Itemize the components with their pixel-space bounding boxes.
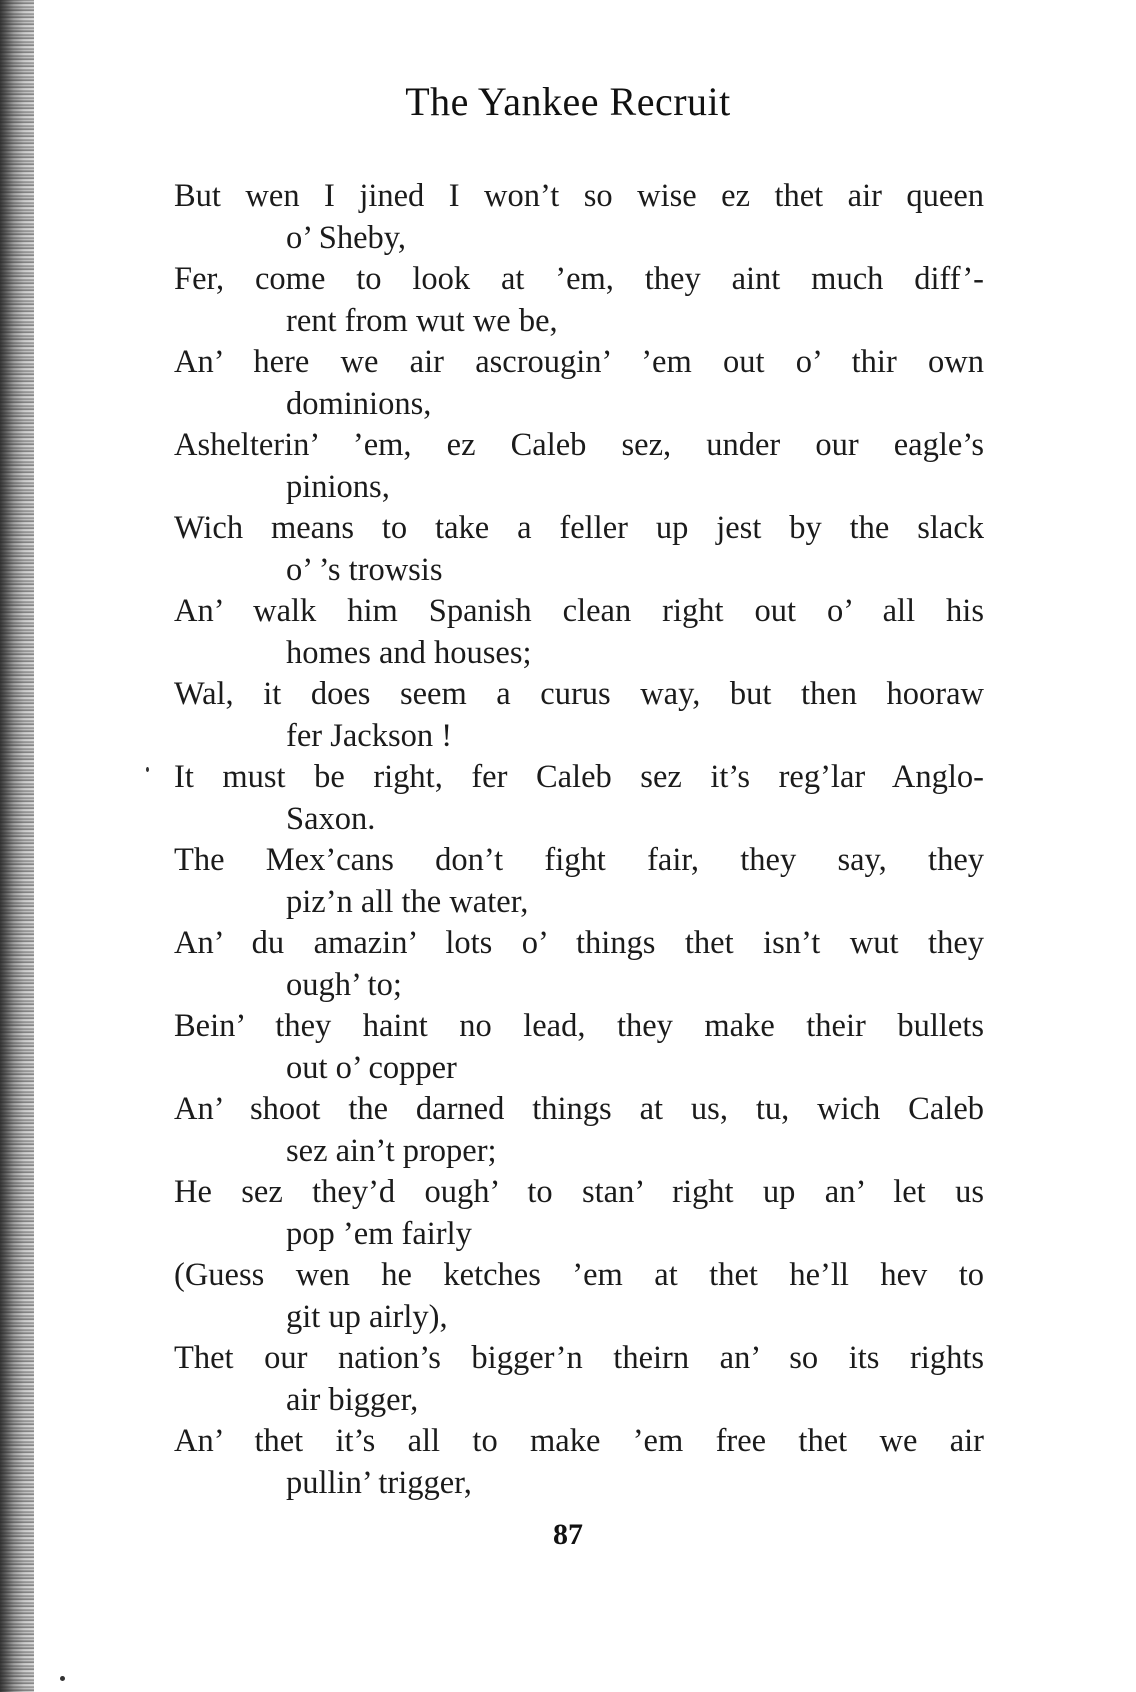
poem-line-continuation: piz’n all the water, [286,883,529,920]
poem-line-continuation: dominions, [286,385,432,422]
page-title: The Yankee Recruit [405,79,731,124]
poem-line-continuation: air bigger, [286,1381,419,1418]
poem-line: Thet our nation’s bigger’n theirn an’ so its rights [174,1340,984,1376]
poem-line: An’ walk him Spanish clean right out o’ all his [174,593,984,629]
poem-line-continuation: pullin’ trigger, [286,1464,472,1501]
poem-line-continuation: Saxon. [286,800,376,837]
poem-line-continuation: out o’ copper [286,1049,457,1086]
print-speck [60,1676,65,1681]
poem-line: He sez they’d ough’ to stan’ right up an’ let us [174,1174,984,1210]
poem-line-continuation: git up airly), [286,1298,448,1335]
poem-line: (Guess wen he ketches ’em at thet he’ll hev to [174,1257,984,1293]
poem-line-continuation: pop ’em fairly [286,1215,472,1252]
poem-line: An’ shoot the darned things at us, tu, wich Caleb [174,1091,984,1127]
poem-line: An’ thet it’s all to make ’em free thet we air [174,1423,984,1459]
poem-line: It must be right, fer Caleb sez it’s reg’lar Anglo- [174,759,984,795]
poem-line: An’ du amazin’ lots o’ things thet isn’t wut they [174,925,984,961]
poem-line: But wen I jined I won’t so wise ez thet air queen [174,178,984,214]
poem-line: Wich means to take a feller up jest by the slack [174,510,984,546]
poem-line-continuation: o’ ’s trowsis [286,551,443,588]
page-number: 87 [553,1518,583,1551]
poem-line: An’ here we air ascrougin’ ’em out o’ thir own [174,344,984,380]
poem-line: Fer, come to look at ’em, they aint much diff’- [174,261,984,297]
poem-line: Bein’ they haint no lead, they make their bullets [174,1008,984,1044]
poem-line-continuation: pinions, [286,468,390,505]
poem-line-continuation: rent from wut we be, [286,302,558,339]
binding-edge-shadow [0,0,34,1692]
poem-line-continuation: o’ Sheby, [286,219,407,256]
poem-line: Wal, it does seem a curus way, but then hooraw [174,676,984,712]
poem-line: Ashelterin’ ’em, ez Caleb sez, under our eagle’s [174,427,984,463]
poem-line-continuation: sez ain’t proper; [286,1132,497,1169]
poem-body [174,176,984,1504]
poem-line: The Mex’cans don’t fight fair, they say, they [174,842,984,878]
poem-line-continuation: ough’ to; [286,966,402,1003]
poem-line-continuation: homes and houses; [286,634,532,671]
print-speck [146,767,149,772]
poem-line-continuation: fer Jackson ! [286,717,453,754]
